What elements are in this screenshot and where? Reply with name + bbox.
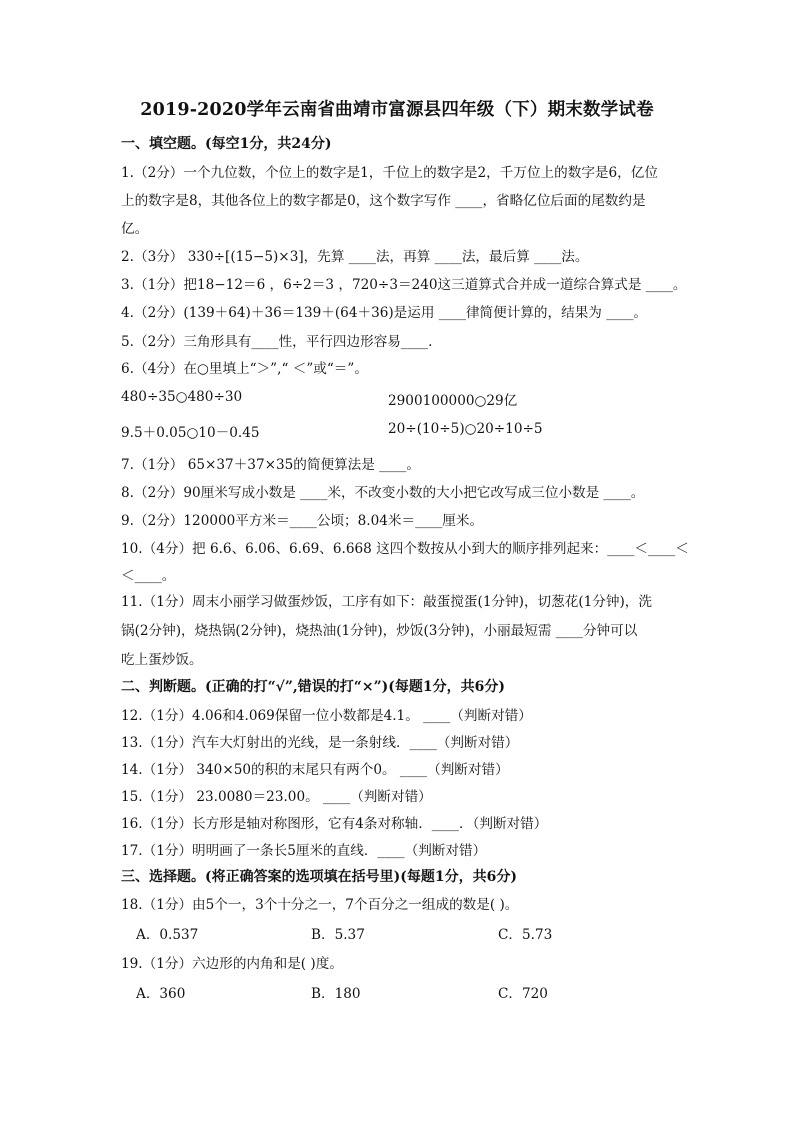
question-11-line-2: 锅(2分钟)，烧热锅(2分钟)，烧热油(1分钟)，炒饭(3分钟)，小丽最短需 ____分钟可以 [121,623,638,639]
question-8: 8.（2分）90厘米写成小数是 ____米，不改变小数的大小把它改写成三位小数是 ____。 [121,485,645,501]
question-1-line-3: 亿。 [121,221,149,237]
question-19: 19.（1分）六边形的内角和是( )度。 [121,956,343,972]
question-6-item-c: 9.5＋0.05○10－0.45 [121,425,260,441]
question-6-item-b: 2900100000○29亿 [388,393,518,409]
question-2: 2.（3分） 330÷[(15−5)×3]，先算 ____法，再算 ____法，最后算 ____法。 [121,249,589,265]
question-18-option-b: B．5.37 [311,927,365,943]
question-10-line-2: ＜____。 [121,568,176,584]
question-16: 16.（1分）长方形是轴对称图形，它有4条对称轴．____．（判断对错） [121,816,548,832]
question-9: 9.（2分）120000平方米＝____公顷；8.04米＝____厘米。 [121,513,484,529]
question-1-line-2: 上的数字是8，其他各位上的数字都是0，这个数字写作 ____，省略亿位后面的尾数约是 [121,193,646,209]
question-18: 18.（1分）由5个一，3个十分之一，7个百分之一组成的数是( )。 [121,897,519,913]
question-18-option-c: C．5.73 [498,927,553,943]
question-5: 5.（2分）三角形具有____性，平行四边形容易____. [121,334,433,350]
question-19-option-a: A．360 [136,986,186,1002]
question-11-line-3: 吃上蛋炒饭。 [121,652,203,668]
question-6-item-a: 480÷35○480÷30 [121,389,243,405]
question-6: 6.（4分）在○里填上“＞”,“ ＜”或“＝”。 [121,361,368,377]
question-17: 17.（1分）明明画了一条长5厘米的直线．____（判断对错） [121,843,487,859]
section-2-heading: 二、判断题。(正确的打“√”,错误的打“×”)(每题1分，共6分) [121,679,505,695]
question-3: 3.（1分）把18−12＝6 ，6÷2＝3 ，720÷3＝240这三道算式合并成一道综合算式是 ____。 [121,277,687,293]
page-title: 2019-2020学年云南省曲靖市富源县四年级（下）期末数学试卷 [140,100,654,120]
section-3-heading: 三、选择题。(将正确答案的选项填在括号里)(每题1分，共6分) [121,869,517,885]
question-14: 14.（1分） 340×50的积的末尾只有两个0。 ____（判断对错） [121,762,509,778]
question-19-option-c: C．720 [498,986,548,1002]
question-4: 4.（2分）(139＋64)＋36＝139＋(64＋36)是运用 ____律简便计算的，结果为 ____。 [121,305,647,321]
question-6-item-d: 20÷(10÷5)○20÷10÷5 [388,421,543,437]
question-18-option-a: A．0.537 [136,927,199,943]
question-15: 15.（1分） 23.0080＝23.00。 ____（判断对错） [121,789,432,805]
question-19-option-b: B．180 [311,986,361,1002]
question-1-line-1: 1.（2分）一个九位数，个位上的数字是1，千位上的数字是2，千万位上的数字是6，亿位 [121,165,658,181]
question-11-line-1: 11.（1分）周末小丽学习做蛋炒饭，工序有如下：敲蛋搅蛋(1分钟)，切葱花(1分钟)，洗 [121,594,652,610]
section-1-heading: 一、填空题。(每空1分，共24分) [121,136,332,152]
question-10-line-1: 10.（4分）把 6.6、6.06、6.69、6.668 这四个数按从小到大的顺序排列起来：____＜____＜ [121,541,689,557]
question-7: 7.（1分） 65×37＋37×35的简便算法是 ____。 [121,457,420,473]
question-13: 13.（1分）汽车大灯射出的光线，是一条射线．____（判断对错） [121,735,519,751]
question-12: 12.（1分）4.06和4.069保留一位小数都是4.1。 ____（判断对错） [121,708,532,724]
